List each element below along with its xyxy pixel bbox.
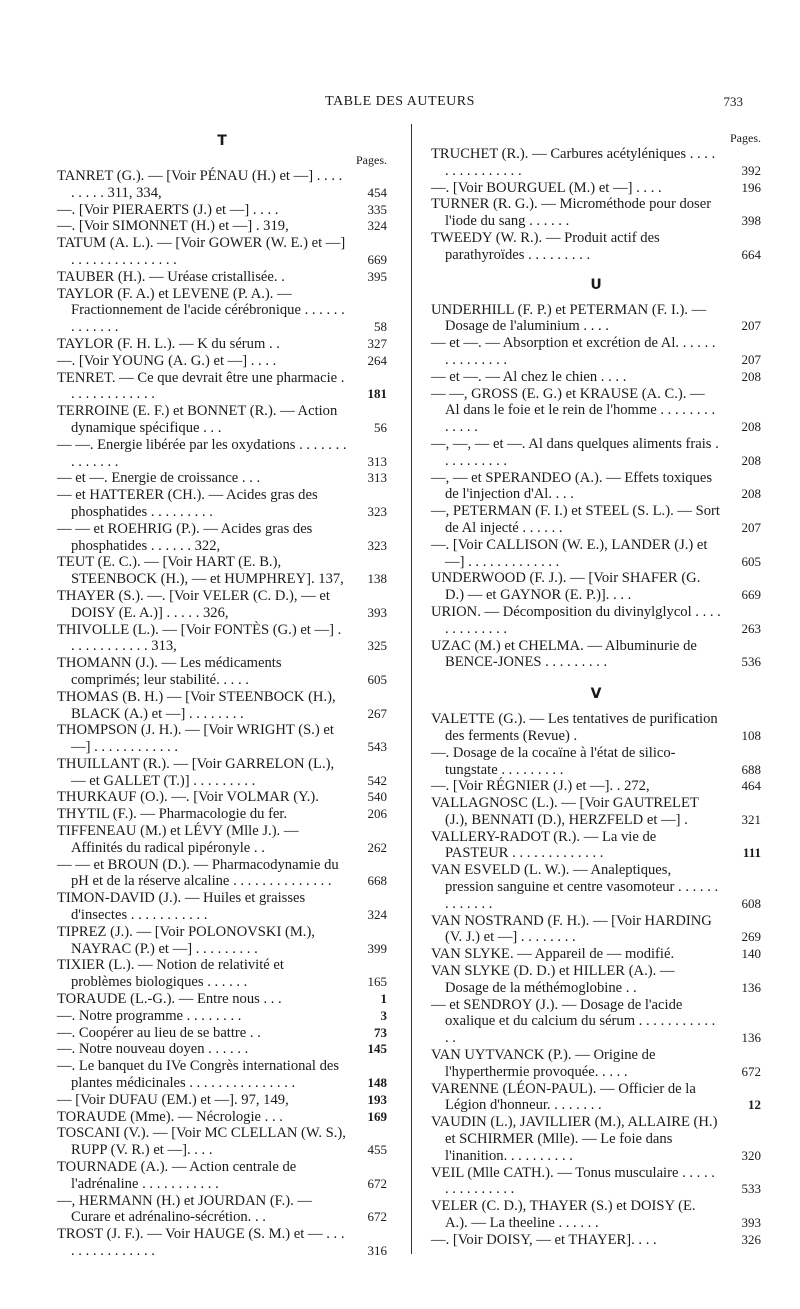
index-entry: [431, 946, 761, 963]
entry-text: VALLERY-RADOT (R.). — La vie de PASTEUR . . . . . . . . . . . . .: [431, 828, 657, 862]
entry-text: UNDERHILL (F. P.) et PETERMAN (F. I.). — Dosage de l'aluminium . . . .: [431, 301, 707, 335]
entry-text: — —, GROSS (E. G.) et KRAUSE (A. C.). — Al dans le foie et le rein de l'homme . . . . . . . . . . . . .: [431, 385, 716, 436]
entry-list: [431, 711, 761, 1249]
entry-page: 140: [741, 946, 761, 962]
entry-page: 672: [741, 1063, 761, 1079]
entry-page: 138: [367, 571, 387, 587]
entry-page: 262: [367, 839, 387, 855]
index-entry: [431, 963, 761, 997]
index-entry: [431, 1081, 761, 1115]
entry-text: TAYLOR (F. H. L.). — K du sérum . .: [57, 335, 280, 352]
index-entry: [431, 180, 761, 197]
entry-page: 688: [741, 761, 761, 777]
entry-page: 393: [741, 1215, 761, 1231]
index-entry: [57, 1058, 387, 1092]
entry-page: 455: [367, 1142, 387, 1158]
index-entry: [57, 806, 387, 823]
entry-page: 263: [741, 620, 761, 636]
index-entry: [431, 913, 761, 947]
entry-text: —. [Voir RÉGNIER (J.) et —]. . 272,: [431, 778, 650, 795]
entry-text: THOMAS (B. H.) — [Voir STEENBOCK (H.), BLACK (A.) et —] . . . . . . . .: [57, 688, 336, 722]
entry-page: 323: [367, 503, 387, 519]
left-column: [57, 130, 387, 1260]
entry-page: 208: [741, 486, 761, 502]
pages-label: Pages.: [730, 131, 761, 145]
entry-page: 605: [741, 553, 761, 569]
index-entry: [57, 286, 387, 336]
entry-page: 316: [367, 1243, 387, 1258]
entry-text: THOMPSON (J. H.). — [Voir WRIGHT (S.) et —] . . . . . . . . . . . .: [57, 722, 334, 756]
index-entry: [57, 890, 387, 924]
entry-text: THUILLANT (R.). — [Voir GARRELON (L.), — et GALLET (T.)] . . . . . . . . .: [57, 755, 335, 789]
index-entry: [431, 829, 761, 863]
index-entry: [431, 997, 761, 1047]
entry-text: —. Dosage de la cocaïne à l'état de silico-tungstate . . . . . . . . .: [431, 744, 676, 778]
entry-page: 325: [367, 638, 387, 654]
entry-page: 321: [741, 811, 761, 827]
index-entry: [431, 369, 761, 386]
entry-page: 136: [741, 979, 761, 995]
entry-text: — et —. Energie de croissance . . .: [57, 470, 261, 487]
index-entry: [57, 353, 387, 370]
running-title: TABLE DES AUTEURS: [325, 94, 475, 109]
entry-text: TROST (J. F.). — Voir HAUGE (S. M.) et — . . . . . . . . . . . . . . .: [57, 1226, 345, 1259]
index-entry: [57, 269, 387, 286]
index-entry: [431, 503, 761, 537]
entry-text: — —. Energie libérée par les oxydations . . . . . . . . . . . . . .: [57, 436, 347, 470]
entry-page: 206: [367, 806, 387, 822]
entry-list: [57, 168, 387, 1260]
entry-page: 323: [367, 537, 387, 553]
index-entry: [431, 436, 761, 470]
index-entry: [431, 745, 761, 779]
entry-page: 264: [367, 352, 387, 368]
page-number: 733: [723, 94, 743, 109]
index-entry: [431, 470, 761, 504]
entry-text: TIPREZ (J.). — [Voir POLONOVSKI (M.), NAYRAC (P.) et —] . . . . . . . . .: [57, 923, 315, 957]
index-entry: [57, 957, 387, 991]
entry-page: 313: [367, 453, 387, 469]
entry-text: TURNER (R. G.). — Microméthode pour doser l'iode du sang . . . . . .: [431, 196, 712, 230]
entry-text: TIMON-DAVID (J.). — Huiles et graisses d'insectes . . . . . . . . . . .: [57, 890, 306, 924]
index-entry: [431, 302, 761, 336]
entry-text: —. [Voir BOURGUEL (M.) et —] . . . .: [431, 179, 662, 196]
entry-text: —, —, — et —. Al dans quelques aliments frais . . . . . . . . . .: [431, 435, 719, 469]
entry-text: —, HERMANN (H.) et JOURDAN (F.). — Curare et adrénalino-sécrétion. . .: [57, 1192, 313, 1226]
entry-text: THIVOLLE (L.). — [Voir FONTÈS (G.) et —] . . . . . . . . . . . . 313,: [57, 621, 342, 655]
index-entry: [431, 862, 761, 912]
index-entry: [431, 335, 761, 369]
entry-text: —. [Voir DOISY, — et THAYER]. . . .: [431, 1231, 657, 1248]
index-entry: [57, 1193, 387, 1227]
entry-page: 207: [741, 318, 761, 334]
entry-page: 393: [367, 604, 387, 620]
index-entry: [431, 1114, 761, 1164]
entry-text: VARENNE (LÉON-PAUL). — Officier de la Légion d'honneur. . . . . . . .: [431, 1080, 696, 1114]
entry-text: UNDERWOOD (F. J.). — [Voir SHAFER (G. D.) — et GAYNOR (E. P.)]. . . .: [431, 570, 701, 604]
entry-page: 313: [367, 470, 387, 486]
entry-text: — et SENDROY (J.). — Dosage de l'acide oxalique et du calcium du sérum . . . . . . . . . . . . .: [431, 996, 716, 1047]
entry-page: 605: [367, 671, 387, 687]
entry-text: TOURNADE (A.). — Action centrale de l'adrénaline . . . . . . . . . . .: [57, 1159, 297, 1192]
entry-page: 540: [367, 789, 387, 805]
entry-page: 335: [367, 201, 387, 217]
index-entry: [57, 1025, 387, 1042]
entry-text: TATUM (A. L.). — [Voir GOWER (W. E.) et —] . . . . . . . . . . . . . . .: [57, 235, 346, 268]
entry-page: 669: [741, 587, 761, 603]
entry-page: 165: [367, 974, 387, 990]
entry-text: URION. — Décomposition du divinylglycol . . . . . . . . . . . . .: [431, 603, 721, 637]
entry-text: TOSCANI (V.). — [Voir MC CLELLAN (W. S.), RUPP (V. R.) et —]. . . .: [57, 1125, 346, 1159]
index-entry: [431, 1232, 761, 1249]
index-entry: [57, 1125, 387, 1159]
index-entry: [431, 711, 761, 745]
entry-page: 324: [367, 907, 387, 923]
index-entry: [57, 924, 387, 958]
entry-text: — et —. — Al chez le chien . . . .: [431, 368, 627, 385]
entry-text: THYTIL (F.). — Pharmacologie du fer.: [57, 806, 288, 823]
section-heading-v: V: [590, 686, 602, 703]
column-divider: [411, 124, 412, 1254]
entry-text: — — et BROUN (D.). — Pharmacodynamie du pH et de la réserve alcaline . . . . . . . . . . . . . .: [57, 856, 339, 890]
index-entry: [57, 655, 387, 689]
entry-page: 269: [741, 929, 761, 945]
entry-page: 669: [367, 251, 387, 267]
entry-list: [431, 146, 761, 264]
entry-text: VAN UYTVANCK (P.). — Origine de l'hyperthermie provoquée. . . . .: [431, 1047, 656, 1080]
entry-text: TIFFENEAU (M.) et LÉVY (Mlle J.). — Affinités du radical pipéronyle . .: [57, 823, 299, 856]
entry-page: 324: [367, 218, 387, 234]
entry-text: TENRET. — Ce que devrait être une pharmacie . . . . . . . . . . . . .: [57, 369, 345, 403]
entry-page: 327: [367, 335, 387, 351]
entry-text: —. [Voir SIMONNET (H.) et —] . 319,: [57, 218, 289, 235]
index-entry: [431, 795, 761, 829]
entry-page: 56: [374, 419, 387, 435]
entry-page: 196: [741, 179, 761, 195]
index-entry: [57, 823, 387, 857]
index-entry: [57, 437, 387, 471]
index-entry: [57, 588, 387, 622]
index-entry: [57, 168, 387, 202]
entry-page: 169: [367, 1108, 387, 1124]
index-entry: [57, 622, 387, 656]
index-entry: [57, 1041, 387, 1058]
index-entry: [431, 146, 761, 180]
right-column: [431, 130, 761, 1249]
entry-text: TEUT (E. C.). — [Voir HART (E. B.), STEENBOCK (H.), — et HUMPHREY]. 137,: [57, 554, 344, 588]
index-entry: [431, 1165, 761, 1199]
index-entry: [57, 470, 387, 487]
entry-text: VELER (C. D.), THAYER (S.) et DOISY (E. A.). — La theeline . . . . . .: [431, 1198, 696, 1232]
entry-page: 608: [741, 895, 761, 911]
entry-page: 672: [367, 1175, 387, 1191]
entry-page: 207: [741, 519, 761, 535]
entry-page: 464: [741, 778, 761, 794]
section-heading-u: U: [590, 276, 602, 293]
entry-text: UZAC (M.) et CHELMA. — Albuminurie de BENCE-JONES . . . . . . . . .: [431, 637, 697, 671]
index-entry: [57, 689, 387, 723]
index-entry: [57, 857, 387, 891]
entry-page: 454: [367, 184, 387, 200]
entry-page: 392: [741, 162, 761, 178]
entry-page: 145: [367, 1041, 387, 1057]
index-entry: [57, 218, 387, 235]
page-header: [0, 94, 800, 114]
entry-text: TORAUDE (Mme). — Nécrologie . . .: [57, 1108, 283, 1125]
entry-text: VAN NOSTRAND (F. H.). — [Voir HARDING (V. J.) et —] . . . . . . . .: [431, 912, 712, 946]
entry-text: —. Notre programme . . . . . . . .: [57, 1007, 242, 1024]
entry-text: VALLAGNOSC (L.). — [Voir GAUTRELET (J.), BENNATI (D.), HERZFELD et —] .: [431, 795, 699, 828]
entry-page: 208: [741, 368, 761, 384]
entry-page: 398: [741, 213, 761, 229]
entry-page: 543: [367, 739, 387, 755]
entry-list: [431, 302, 761, 672]
entry-text: VAN SLYKE. — Appareil de — modifié.: [431, 946, 675, 963]
index-entry: [57, 521, 387, 555]
entry-text: TAYLOR (F. A.) et LEVENE (P. A.). — Fractionnement de l'acide cérébronique . . . . . . . . . . . . .: [57, 285, 345, 336]
entry-text: TRUCHET (R.). — Carbures acétyléniques . . . . . . . . . . . . . . .: [431, 146, 716, 179]
entry-text: TANRET (G.). — [Voir PÉNAU (H.) et —] . . . . . . . . . 311, 334,: [57, 168, 343, 201]
index-entry: [57, 1226, 387, 1260]
entry-text: THAYER (S.). —. [Voir VELER (C. D.), — et DOISY (E. A.)] . . . . . 326,: [57, 587, 330, 621]
entry-page: 207: [741, 351, 761, 367]
index-entry: [57, 1109, 387, 1126]
entry-page: 536: [741, 654, 761, 670]
index-entry: [57, 336, 387, 353]
entry-page: 208: [741, 419, 761, 435]
index-entry: [431, 1047, 761, 1081]
entry-page: 181: [367, 386, 387, 402]
entry-text: — et HATTERER (CH.). — Acides gras des phosphatides . . . . . . . . .: [57, 487, 318, 520]
index-entry: [431, 638, 761, 672]
entry-text: THOMANN (J.). — Les médicaments comprimés; leur stabilité. . . . .: [57, 655, 282, 688]
index-entry: [57, 1159, 387, 1193]
entry-text: — [Voir DUFAU (EM.) et —]. 97, 149,: [57, 1091, 289, 1108]
entry-page: 12: [748, 1097, 761, 1113]
entry-page: 111: [742, 845, 761, 861]
entry-page: 58: [374, 319, 387, 335]
entry-page: 108: [741, 727, 761, 743]
index-entry: [431, 604, 761, 638]
entry-page: 148: [367, 1075, 387, 1091]
entry-text: —. Le banquet du IVe Congrès international des plantes médicinales . . . . . . . . . . . . . . .: [57, 1058, 340, 1092]
entry-page: 395: [367, 268, 387, 284]
entry-page: 208: [741, 452, 761, 468]
entry-text: TERROINE (E. F.) et BONNET (R.). — Action dynamique spécifique . . .: [57, 403, 338, 436]
entry-page: 320: [741, 1147, 761, 1163]
entry-page: 3: [380, 1007, 387, 1023]
entry-text: VAN SLYKE (D. D.) et HILLER (A.). — Dosage de la méthémoglobine . .: [431, 963, 675, 996]
entry-text: —. [Voir CALLISON (W. E.), LANDER (J.) et —] . . . . . . . . . . . . .: [431, 536, 708, 570]
entry-text: VEIL (Mlle CATH.). — Tonus musculaire . . . . . . . . . . . . . . .: [431, 1164, 715, 1198]
index-entry: [57, 1092, 387, 1109]
index-entry: [57, 487, 387, 521]
entry-text: —, — et SPERANDEO (A.). — Effets toxiques de l'injection d'Al. . . .: [431, 469, 713, 503]
entry-page: 672: [367, 1209, 387, 1225]
entry-text: TAUBER (H.). — Uréase cristallisée. .: [57, 268, 285, 285]
entry-page: 136: [741, 1030, 761, 1046]
entry-page: 399: [367, 940, 387, 956]
entry-text: —. Notre nouveau doyen . . . . . .: [57, 1041, 249, 1058]
index-entry: [431, 386, 761, 436]
entry-page: 267: [367, 705, 387, 721]
entry-text: —. [Voir PIERAERTS (J.) et —] . . . .: [57, 201, 279, 218]
entry-page: 326: [741, 1231, 761, 1247]
entry-text: VAN ESVELD (L. W.). — Analeptiques, pression sanguine et centre vasomoteur . . . . . . . . . . . . .: [431, 862, 719, 912]
entry-page: 1: [380, 991, 387, 1007]
index-entry: [431, 778, 761, 795]
entry-text: —. Coopérer au lieu de se battre . .: [57, 1024, 261, 1041]
index-entry: [431, 537, 761, 571]
index-entry: [431, 230, 761, 264]
entry-page: 533: [741, 1181, 761, 1197]
entry-text: VALETTE (G.). — Les tentatives de purification des ferments (Revue) .: [431, 711, 718, 744]
index-entry: [431, 570, 761, 604]
index-entry: [57, 1008, 387, 1025]
entry-page: 664: [741, 246, 761, 262]
index-entry: [57, 403, 387, 437]
index-entry: [431, 1198, 761, 1232]
index-entry: [57, 991, 387, 1008]
section-heading-t: T: [217, 133, 227, 149]
entry-page: 668: [367, 873, 387, 889]
pages-label: Pages.: [356, 153, 387, 167]
entry-page: 542: [367, 772, 387, 788]
entry-text: THURKAUF (O.). —. [Voir VOLMAR (Y.).: [57, 789, 319, 806]
entry-text: TIXIER (L.). — Notion de relativité et problèmes biologiques . . . . . .: [57, 957, 284, 991]
entry-text: TWEEDY (W. R.). — Produit actif des parathyroïdes . . . . . . . . .: [431, 229, 660, 263]
entry-page: 73: [374, 1024, 387, 1040]
index-entry: [57, 756, 387, 790]
index-entry: [431, 196, 761, 230]
index-entry: [57, 370, 387, 404]
index-entry: [57, 554, 387, 588]
entry-text: — — et ROEHRIG (P.). — Acides gras des phosphatides . . . . . . 322,: [57, 520, 313, 554]
entry-text: —, PETERMAN (F. I.) et STEEL (S. L.). — Sort de Al injecté . . . . . .: [431, 503, 720, 536]
index-entry: [57, 202, 387, 219]
index-entry: [57, 789, 387, 806]
entry-text: VAUDIN (L.), JAVILLIER (M.), ALLAIRE (H.) et SCHIRMER (Mlle). — Le foie dans l'inanition. . . . . . . . . .: [431, 1114, 718, 1164]
index-entry: [57, 722, 387, 756]
entry-text: TORAUDE (L.-G.). — Entre nous . . .: [57, 991, 282, 1008]
entry-text: —. [Voir YOUNG (A. G.) et —] . . . .: [57, 352, 277, 369]
entry-page: 193: [367, 1091, 387, 1107]
index-entry: [57, 235, 387, 269]
entry-text: — et —. — Absorption et excrétion de Al. . . . . . . . . . . . . . .: [431, 335, 716, 368]
